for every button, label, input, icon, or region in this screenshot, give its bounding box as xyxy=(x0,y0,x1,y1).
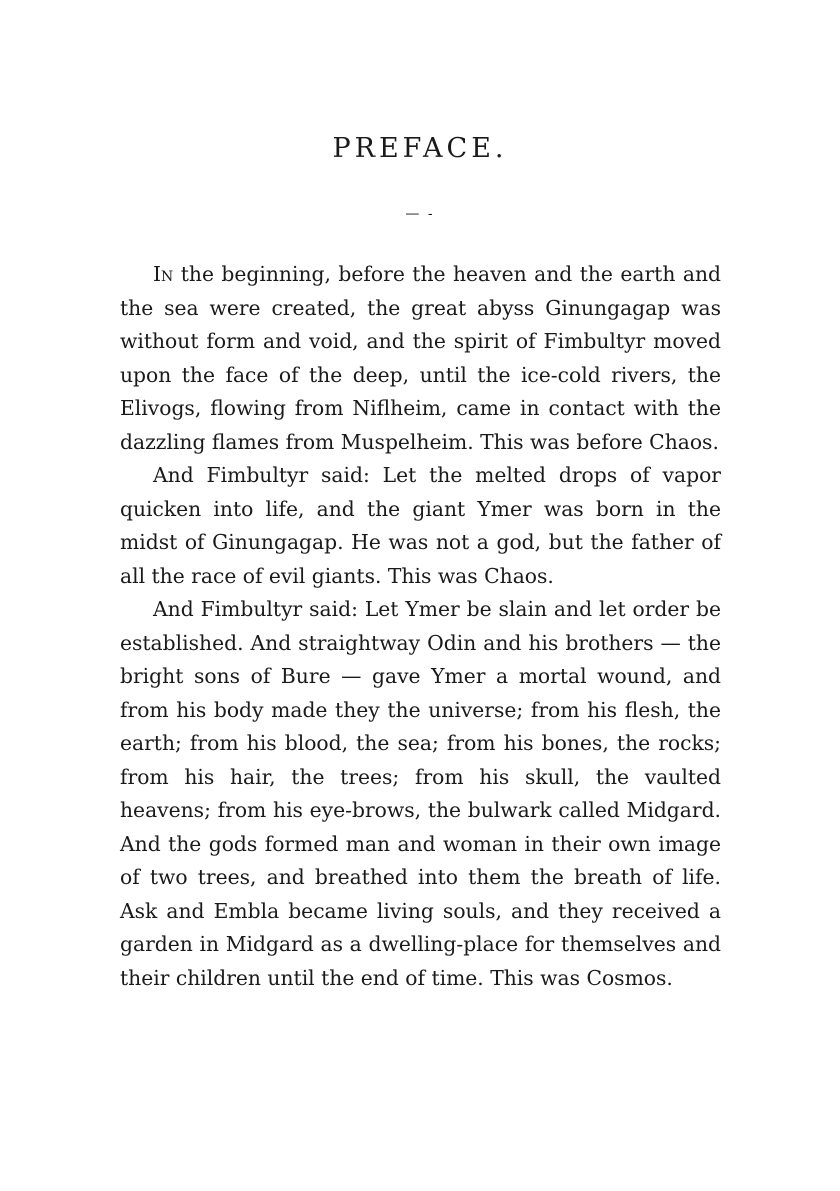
paragraph-1-text: the beginning, before the heaven and the earth and the sea were created, the great abyss Ginungagap was without form and void, and the spirit of Fimbultyr moved upon the face of the deep, until the ice-cold rivers, the Elivogs, flowing from Niflheim, came in contact with the dazzling flames from Muspelheim. This was before Chaos. xyxy=(120,262,721,454)
paragraph-3: And Fimbultyr said: Let Ymer be slain and let order be established. And straightway Odin and his brothers — the bright sons of Bure — gave Ymer a mortal wound, and from his body made they the universe; from his flesh, the earth; from his blood, the sea; from his bones, the rocks; from his hair, the trees; from his skull, the vaulted heavens; from his eye-brows, the bulwark called Midgard. And the gods formed man and woman in their own image of two trees, and breathed into them the breath of life. Ask and Embla became living souls, and they received a garden in Midgard as a dwelling-place for themselves and their children until the end of time. This was Cosmos. xyxy=(120,597,721,990)
page-title: PREFACE. xyxy=(332,133,508,164)
drop-lead: In xyxy=(153,262,174,286)
ornament-rule: — - xyxy=(405,206,435,222)
paragraph-1 xyxy=(120,258,721,459)
paragraph-2: And Fimbultyr said: Let the melted drops of vapor quicken into life, and the giant Ymer was born in the midst of Ginungagap. He was not a god, but the father of all the race of evil giants. This was Chaos. xyxy=(120,463,721,588)
body-text xyxy=(120,258,721,995)
